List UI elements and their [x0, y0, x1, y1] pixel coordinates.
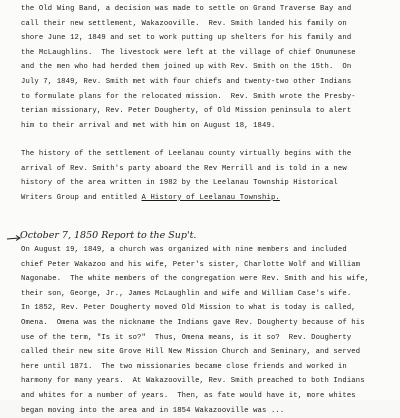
paragraph-leelanau-history [21, 147, 393, 205]
text-line: The history of the settlement of Leelanau county virtually begins with the [21, 150, 352, 158]
text-line: shore June 12, 1849 and set to work putting up shelters for his family and [21, 34, 352, 43]
text-line: him to their arrival and met with him on August 18, 1849. [21, 121, 276, 130]
paragraph-wakazooville-settlement [21, 2, 393, 133]
text-line: terian missionary, Rev. Peter Dougherty, of Old Mission peninsula to alert [21, 107, 352, 116]
text-line: use of the term, "Is it so?" Thus, Omena means, is it so? Rev. Dougherty [21, 333, 352, 342]
text-line: July 7, 1849, Rev. Smith met with four chiefs and twenty-two other Indians [21, 77, 352, 86]
book-title: A History of Leelanau Township. [141, 193, 280, 202]
text-line: here until 1871. The two missionaries became close friends and worked in [21, 362, 347, 371]
text-line: history of the area written in 1982 by the Leelanau Township Historical [21, 179, 338, 188]
handwritten-annotation: October 7, 1850 Report to the Sup't. [20, 230, 197, 241]
text-line: and the men who had herded them joined up with Rev. Smith on the 15th. On [21, 63, 352, 72]
text-line: chief Peter Wakazoo and his wife, Peter's sister, Charlotte Wolf and William [21, 260, 361, 269]
text-line-with-title [21, 191, 393, 206]
text-line: called their new site Grove Hill New Mission Church and Seminary, and served [21, 348, 361, 357]
text-line: Nagonabe. The white members of the congregation were Rev. Smith and his wife, [21, 275, 370, 284]
text-line: the McLaughlins. The livestock were left at the village of chief Onumunese [21, 48, 356, 57]
text-line: Omena. Omena was the nickname the Indians gave Rev. Dougherty because of his [21, 318, 365, 327]
text-line: to formulate plans for the relocated mission. Rev. Smith wrote the Presby- [21, 92, 356, 101]
text-line: On August 19, 1849, a church was organized with nine members and included [21, 246, 347, 254]
text-line: began moving into the area and in 1854 Wakazooville was ... [21, 406, 285, 415]
text-line: their son, George, Jr., James McLaughlin and wife and William Case's wife. [21, 289, 352, 298]
text-line: arrival of Rev. Smith's party aboard the Rev Merrill and is told in a new [21, 164, 347, 173]
paragraph-church-organized [21, 243, 393, 418]
text-segment: Writers Group and entitled [21, 193, 142, 202]
text-line: harmony for many years. At Wakazooville, Rev. Smith preached to both Indians [21, 377, 365, 386]
text-line: In 1852, Rev. Peter Dougherty moved Old Mission to what is today is called, [21, 304, 356, 313]
text-line: the Old Wing Band, a decision was made to settle on Grand Traverse Bay and [21, 5, 352, 13]
text-line: call their new settlement, Wakazooville. Rev. Smith landed his family on [21, 19, 347, 28]
text-line: and whites for a number of years. Then, as fate would have it, more whites [21, 391, 356, 400]
